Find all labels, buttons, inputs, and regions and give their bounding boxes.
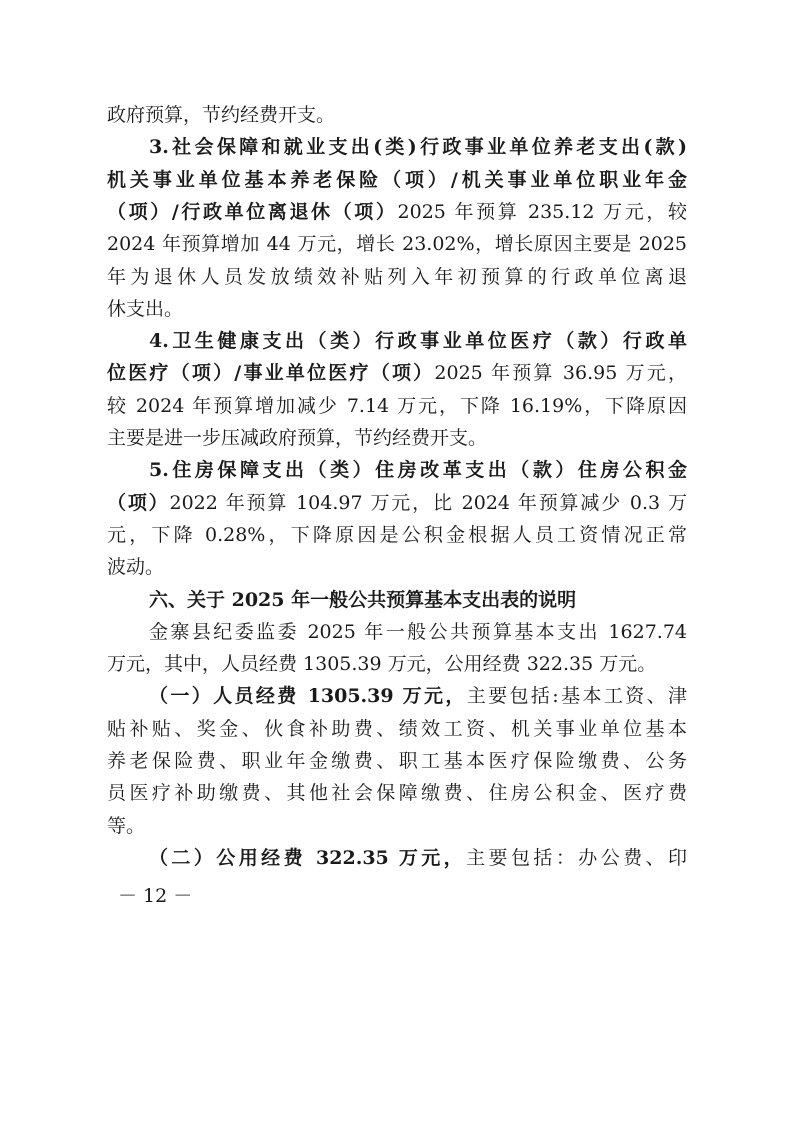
- text-fragment: 主要包括：办公费、印: [466, 846, 687, 869]
- text-line: 较 2024 年预算增加减少 7.14 万元，下降 16.19%，下降原因: [107, 394, 687, 417]
- text-line: 贴补贴、奖金、伙食补助费、绩效工资、机关事业单位基本: [107, 717, 687, 740]
- heading-fragment: （一）人员经费 1305.39 万元，: [149, 685, 467, 708]
- text-line: [107, 488, 687, 518]
- text-line: 养老保险费、职业年金缴费、职工基本医疗保险缴费、公务: [107, 750, 687, 772]
- section-heading-six: 六、关于 2025 年一般公共预算基本支出表的说明: [149, 588, 577, 611]
- section-heading-social-security: 3.社会保障和就业支出(类)行政事业单位养老支出(款): [149, 136, 687, 159]
- section-heading-housing: 5.住房保障支出（类）住房改革支出（款）住房公积金: [149, 459, 687, 482]
- text-line: 万元，其中，人员经费 1305.39 万元，公用经费 322.35 万元。: [107, 653, 657, 676]
- text-fragment: 2022 年预算 104.97 万元，比 2024 年预算减少 0.3 万: [169, 491, 687, 514]
- text-line: [107, 197, 687, 227]
- heading-fragment: （项）: [107, 491, 170, 514]
- text-fragment: 2025 年预算 36.95 万元，: [434, 362, 687, 385]
- text-line: 波动。: [107, 556, 165, 579]
- text-line: 金寨县纪委监委 2025 年一般公共预算基本支出 1627.74: [149, 620, 687, 643]
- heading-fragment: （二）公用经费 322.35 万元，: [149, 846, 467, 869]
- text-line: 元，下降 0.28%，下降原因是公积金根据人员工资情况正常: [107, 523, 687, 546]
- text-fragment: 2025 年预算 235.12 万元，较: [397, 200, 687, 223]
- heading-fragment: （项）/行政单位离退休（项）: [107, 200, 398, 223]
- text-line: 年为退休人员发放绩效补贴列入年初预算的行政单位离退: [107, 265, 687, 288]
- heading-fragment: 位医疗（项）/事业单位医疗（项）: [107, 362, 435, 385]
- text-line: [107, 358, 687, 388]
- page-number: － 12 －: [118, 885, 193, 908]
- text-line: 2024 年预算增加 44 万元，增长 23.02%，增长原因主要是 2025: [107, 233, 687, 256]
- text-line: 等。: [107, 814, 146, 837]
- text-line: [149, 843, 687, 873]
- text-fragment: 主要包括:基本工资、津: [466, 685, 687, 708]
- text-line: 员医疗补助缴费、其他社会保障缴费、住房公积金、医疗费: [107, 782, 687, 805]
- section-heading-line: 机关事业单位基本养老保险（项）/机关事业单位职业年金: [107, 168, 687, 191]
- section-heading-health: 4.卫生健康支出（类）行政事业单位医疗（款）行政单: [149, 330, 687, 353]
- text-line: 主要是进一步压减政府预算，节约经费开支。: [107, 427, 488, 449]
- text-line: 政府预算，节约经费开支。: [107, 104, 336, 126]
- text-line: [149, 681, 687, 711]
- text-line: 休支出。: [107, 297, 184, 320]
